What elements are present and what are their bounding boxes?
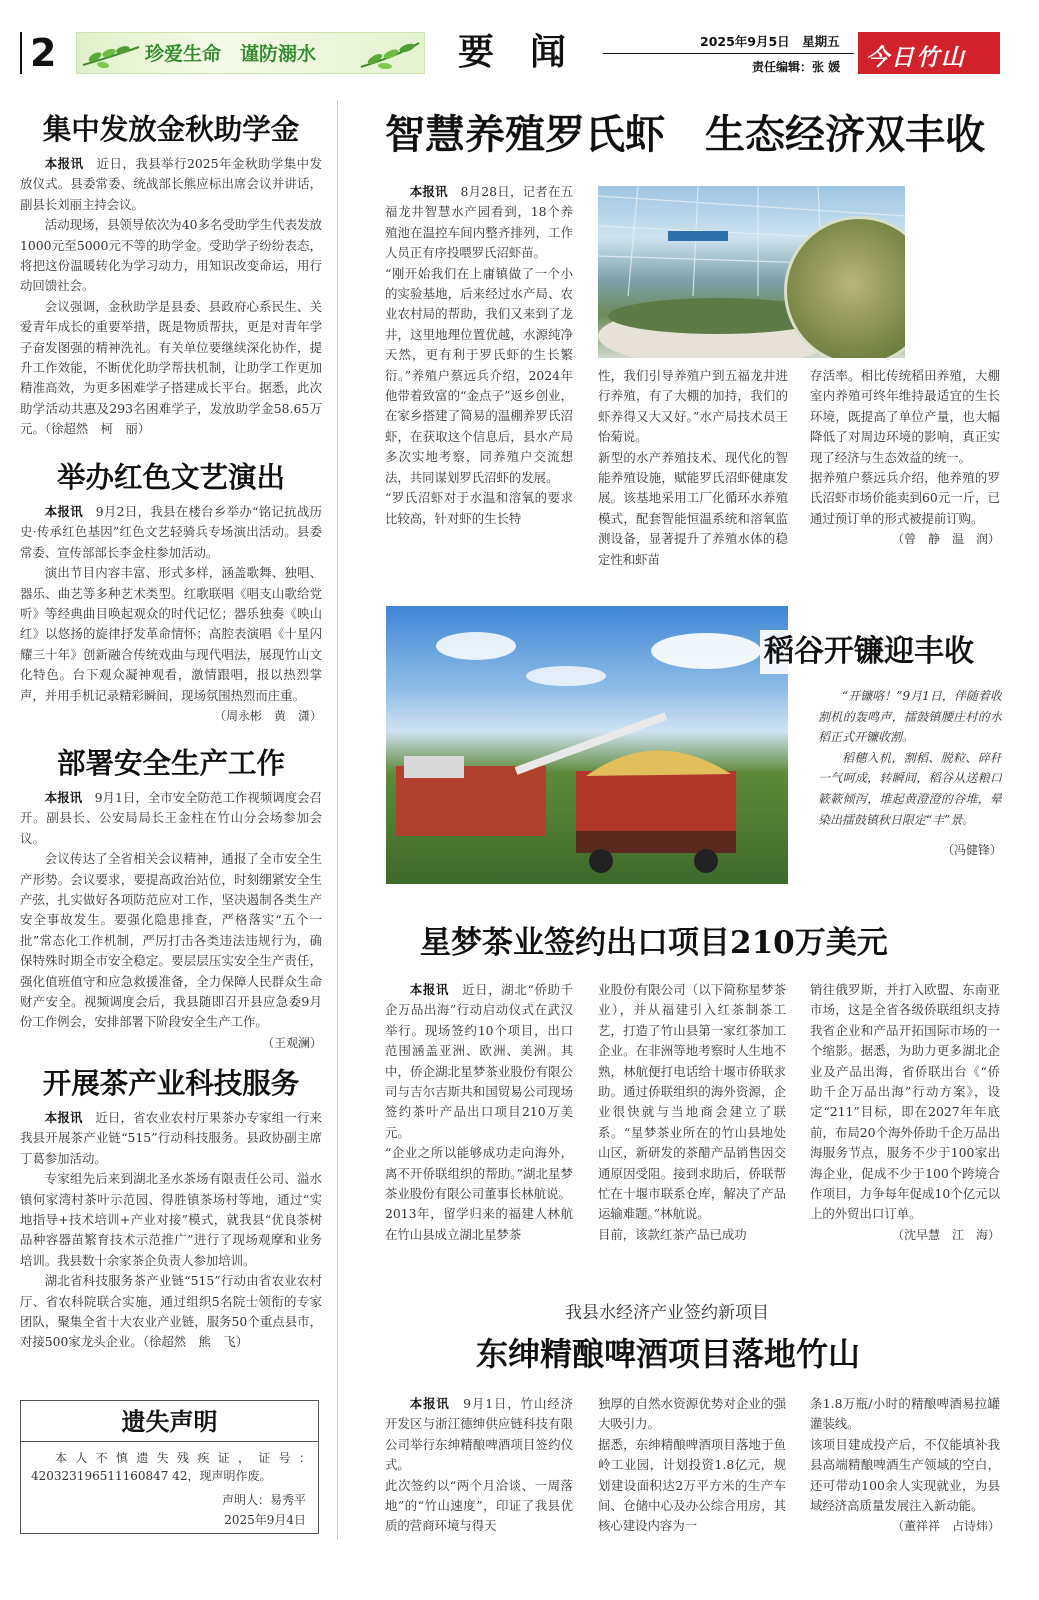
- paragraph: “开镰咯！”9月1日，伴随着收割机的轰鸣声，擂鼓镇腰庄村的水稻正式开镰收割。: [818, 689, 1002, 745]
- beer-col-2: [598, 1394, 786, 1544]
- beer-kicker: 我县水经济产业签约新项目: [565, 1303, 769, 1323]
- lead-tag: 本报讯: [44, 156, 84, 171]
- beer-col-3: [810, 1394, 1000, 1544]
- notice-title: 遗失声明: [121, 1408, 218, 1436]
- shrimp-photo: [598, 186, 905, 358]
- lead-tag: 本报讯: [409, 982, 450, 997]
- byline: （王观澜）: [261, 1035, 322, 1050]
- paragraph: 演出节目内容丰富、形式多样，涵盖歌舞、独唱、器乐、曲艺等多种艺术类型。红歌联唱《唱支山歌给党听》等经典曲目唤起观众的时代记忆；器乐独奏《映山红》以悠扬的旋律抒发革命情怀；高腔表演唱《十星闪耀三十年》创新融合传统戏曲与现代唱法，展现竹山文化特色。台下观众凝神观看，激情跟唱，报以热烈掌声，并用手机记录精彩瞬间，现场氛围热烈而庄重。: [20, 565, 322, 703]
- headline: 部署安全生产工作: [56, 747, 285, 780]
- shrimp-col-1: [385, 182, 573, 570]
- paragraph: 近日，我县举行2025年金秋助学集中发放仪式。县委常委、统战部长熊应标出席会议并讲话，副县长刘丽主持会议。: [20, 156, 322, 212]
- editor-credit: 责任编辑：张 媛: [752, 60, 841, 74]
- lead-tag: 本报讯: [409, 1396, 450, 1411]
- headline-harvest: 稻谷开镰迎丰收: [760, 630, 978, 674]
- lead-tag: 本报讯: [44, 790, 83, 805]
- article-scholarship: [20, 108, 322, 436]
- paragraph: 9月1日，竹山经济开发区与浙江德绅供应链科技有限公司举行东绅精酿啤酒项目签约仪式。 此次签约以“两个月洽谈、一周落地”的“竹山速度”，印证了我县优质的营商环境与得天: [385, 1396, 573, 1534]
- paragraph: 8月28日，记者在五福龙井智慧水产园看到，18个养殖池在温控车间内整齐排列，工作人员正有序投喂罗氏沼虾苗。 “刚开始我们在上庸镇做了一个小的实验基地，后来经过水产局、农业农村局的帮助，我们又来到了龙井，这里地理位置优越，水源纯净天然，更有利于罗氏虾的生长繁衍。”养殖户蔡远兵介绍，2024年他带着致富的“金点子”返乡创业，在家乡搭建了简易的温棚养罗氏沼虾，在获取这个信息后，县水产局多次实地考察，同养殖户交流想法，共同谋划罗氏沼虾的发展。 “罗氏沼虾对于水温和溶氧的要求比较高，针对虾的生长特: [385, 184, 573, 526]
- issue-date: 2025年9月5日 星期五: [700, 34, 840, 49]
- paragraph: 会议强调，金秋助学是县委、县政府心系民生、关爱青年成长的重要举措，既是物质帮扶，更是对青年学子奋发图强的精神洗礼。有关单位要继续深化协作，提升工作效能，不断优化助学帮扶机制，让助学工作更加精准高效，为更多困难学子搭建成长平台。据悉，此次助学活动共惠及293名困难学子，发放助学金58.65万元。（徐超然 柯 丽）: [20, 298, 322, 436]
- page-number: 2: [30, 31, 57, 75]
- paragraph: 存活率。相比传统稻田养殖，大棚室内养殖可终年维持最适宜的生长环境，既提高了单位产量，也大幅降低了对周边环境的影响，真正实现了经济与生态效益的统一。 据养殖户蔡远兵介绍，他养殖的罗氏沼虾市场价能卖到60元一斤，已通过预订单的形式被提前订购。: [810, 368, 1000, 526]
- paragraph: 近日，省农业农村厅果茶办专家组一行来我县开展茶产业链“515”行动科技服务。县政协副主席丁葛参加活动。: [20, 1110, 322, 1166]
- tea-col-3: [810, 980, 1000, 1262]
- paper-logo-text: 今日竹山: [866, 45, 966, 71]
- article-tea-service: [20, 1062, 322, 1380]
- notice-rule: [21, 1441, 318, 1442]
- paragraph: 湖北省科技服务茶产业链“515”行动由省农业农村厅、省农科院联合实施，通过组织5名院士领衔的专家团队，聚集全省十大农业产业链，服务50个重点县市，对接500家龙头企业。（徐超然 熊 飞）: [20, 1273, 322, 1350]
- tea-col-1: [385, 980, 573, 1262]
- paragraph: 条1.8万瓶/小时的精酿啤酒易拉罐灌装线。 该项目建成投产后，不仅能填补我县高端精酿啤酒生产领域的空白，还可带动100余人实现就业，为县域经济高质量发展注入新动能。: [810, 1396, 1000, 1514]
- headline-beer: 东绅精酿啤酒项目落地竹山: [476, 1335, 861, 1373]
- article-body: [20, 788, 322, 1050]
- paragraph: 9月1日，全市安全防范工作视频调度会召开。副县长、公安局局长王金柱在竹山分会场参加会议。: [20, 790, 322, 846]
- notice-signer: 声明人：易秀平: [221, 1493, 306, 1507]
- shrimp-col-2: [598, 366, 788, 570]
- shrimp-col-3: [810, 366, 1000, 570]
- masthead-rule: [603, 53, 854, 54]
- article-red-art: [20, 456, 322, 726]
- paragraph: 独厚的自然水资源优势对企业的强大吸引力。 据悉，东绅精酿啤酒项目落地于鱼岭工业园，计划投资1.8亿元，规划建设面积达2万平方米的生产车间、仓储中心及办公综合用房，其核心建设内容为一: [598, 1396, 786, 1534]
- tea-col-2: [598, 980, 786, 1262]
- headline: 举办红色文艺演出: [56, 461, 285, 494]
- paragraph: 性，我们引导养殖户到五福龙井进行养殖，有了大棚的加持，我们的虾养得又大又好。”水产局技术员王怡菊说。 新型的水产养殖技术、现代化的智能养殖设施，赋能罗氏沼虾健康发展。该基地采用工厂化循环水养殖模式，配套智能恒温系统和溶氧监测设备，显著提升了养殖水体的稳定性和虾苗: [598, 368, 788, 567]
- lost-notice-box: [20, 1400, 319, 1534]
- headline-shrimp: 智慧养殖罗氏虾 生态经济双丰收: [385, 111, 985, 158]
- lead-tag: 本报讯: [44, 1110, 83, 1125]
- article-safety: [20, 742, 322, 1050]
- paragraph: 专家组先后来到湖北圣水茶场有限责任公司、溢水镇何家湾村茶叶示范园、得胜镇茶场村等地，通过“实地指导+技术培训+产业对接”模式，就我县“优良茶树品种容器苗繁育技术示范推广”进行了现场观摩和业务培训。我县数十余家茶企负责人参加培训。: [20, 1171, 322, 1268]
- paragraph: 业股份有限公司（以下简称星梦茶业），并从福建引入红茶制茶工艺，打造了竹山县第一家红茶加工企业。在非洲等地考察时人生地不熟，林航便打电话给十堰市侨联求助。通过侨联组织的海外资源，企业很快就与当地商会建立了联系。“星梦茶业所在的竹山县地处山区，新研发的茶醋产品销售因交通原因受阻。接到求助后，侨联帮忙在十堰市联系仓库，解决了产品运输难题。”林航说。 目前，该款红茶产品已成功: [598, 982, 786, 1242]
- paragraph: 稻穗入机，割稻、脱粒、碎秆一气呵成，转瞬间，稻谷从送粮口簌簌倾泻，堆起黄澄澄的谷堆，晕染出擂鼓镇秋日限定“丰”景。: [818, 750, 1002, 827]
- paragraph: 近日，湖北“侨助千企万品出海”行动启动仪式在武汉举行。现场签约10个项目，出口范围涵盖亚洲、欧洲、美洲。其中，侨企湖北星梦茶业股份有限公司与吉尔吉斯共和国贸易公司现场签约茶叶产品出口项目210万美元。 “企业之所以能够成功走向海外，离不开侨联组织的帮助。”湖北星梦茶业股份有限公司董事长林航说。 2013年，留学归来的福建人林航在竹山县成立湖北星梦茶: [385, 982, 573, 1242]
- harvest-text: [818, 686, 1002, 868]
- notice-date: 2025年9月4日: [224, 1513, 306, 1527]
- paper-logo: [858, 32, 1000, 74]
- paragraph: 销往俄罗斯，并打入欧盟、东南亚市场，这是全省各级侨联组织支持我省企业和产品开拓国际市场的一个缩影。据悉，为助力更多湖北企业及产品出海，省侨联出台《“侨助千企万品出海”行动方案》，设定“211”目标，即在2027年年底前，布局20个海外侨助千企万品出海服务节点，服务不少于100家出海企业，促成不少于100个跨境合作项目，力争每年促成10个亿元以上的外贸出口订单。: [810, 982, 1000, 1222]
- article-body: [20, 1108, 322, 1353]
- notice-text: 本人不慎遗失残疾证，证号：420323196511160847 42，现声明作废。: [31, 1451, 311, 1483]
- headline: 开展茶产业科技服务: [42, 1067, 300, 1100]
- lead-tag: 本报讯: [44, 504, 83, 519]
- column-rule: [337, 100, 338, 1540]
- leaf-left-icon: [81, 41, 141, 71]
- harvester-illustration: [386, 606, 788, 884]
- byline: （周永彬 黄 潇）: [213, 709, 322, 724]
- byline: （曾 静 温 润）: [891, 532, 1000, 547]
- paragraph: 会议传达了全省相关会议精神，通报了全市安全生产形势。会议要求，要提高政治站位，时刻绷紧安全生产弦，扎实做好各项防范应对工作，坚决遏制各类生产安全事故发生。要强化隐患排查，严格落实“五个一批”常态化工作机制，严厉打击各类违法违规行为，确保特殊时期全市安全稳定。要层层压实安全生产责任，强化值班值守和应急救援准备，全力保障人民群众生命财产安全。视频调度会后，我县随即召开县应急委9月份工作例会，安排部署下阶段安全生产工作。: [20, 851, 322, 1030]
- byline: （董祥祥 占诗炜）: [891, 1519, 1000, 1534]
- byline: （沈早慧 江 海）: [891, 1227, 1000, 1242]
- masthead: [0, 0, 1039, 90]
- paragraph: 活动现场，县领导依次为40多名受助学生代表发放1000元至5000元不等的助学金。受助学子纷纷表态，将把这份温暖转化为学习动力，用知识改变命运，用行动回馈社会。: [20, 217, 322, 294]
- beer-col-1: [385, 1394, 573, 1544]
- harvest-photo: [386, 606, 788, 884]
- leaf-right-icon: [359, 39, 421, 71]
- headline: 集中发放金秋助学金: [42, 113, 300, 146]
- section-title: 要 闻: [458, 31, 567, 73]
- lead-tag: 本报讯: [409, 184, 448, 199]
- slogan-banner: [76, 32, 425, 74]
- article-body: [20, 154, 322, 436]
- slogan-text: 珍爱生命 谨防溺水: [145, 43, 317, 65]
- article-body: [20, 502, 322, 726]
- byline: （冯健锋）: [941, 843, 1002, 858]
- paragraph: 9月2日，我县在楼台乡举办“铭记抗战历史·传承红色基因”红色文艺轻骑兵专场演出活动。县委常委、宣传部部长李金柱参加活动。: [20, 504, 322, 560]
- page-divider-bar: [20, 32, 22, 74]
- headline-tea-export: 星梦茶业签约出口项目210万美元: [420, 925, 888, 961]
